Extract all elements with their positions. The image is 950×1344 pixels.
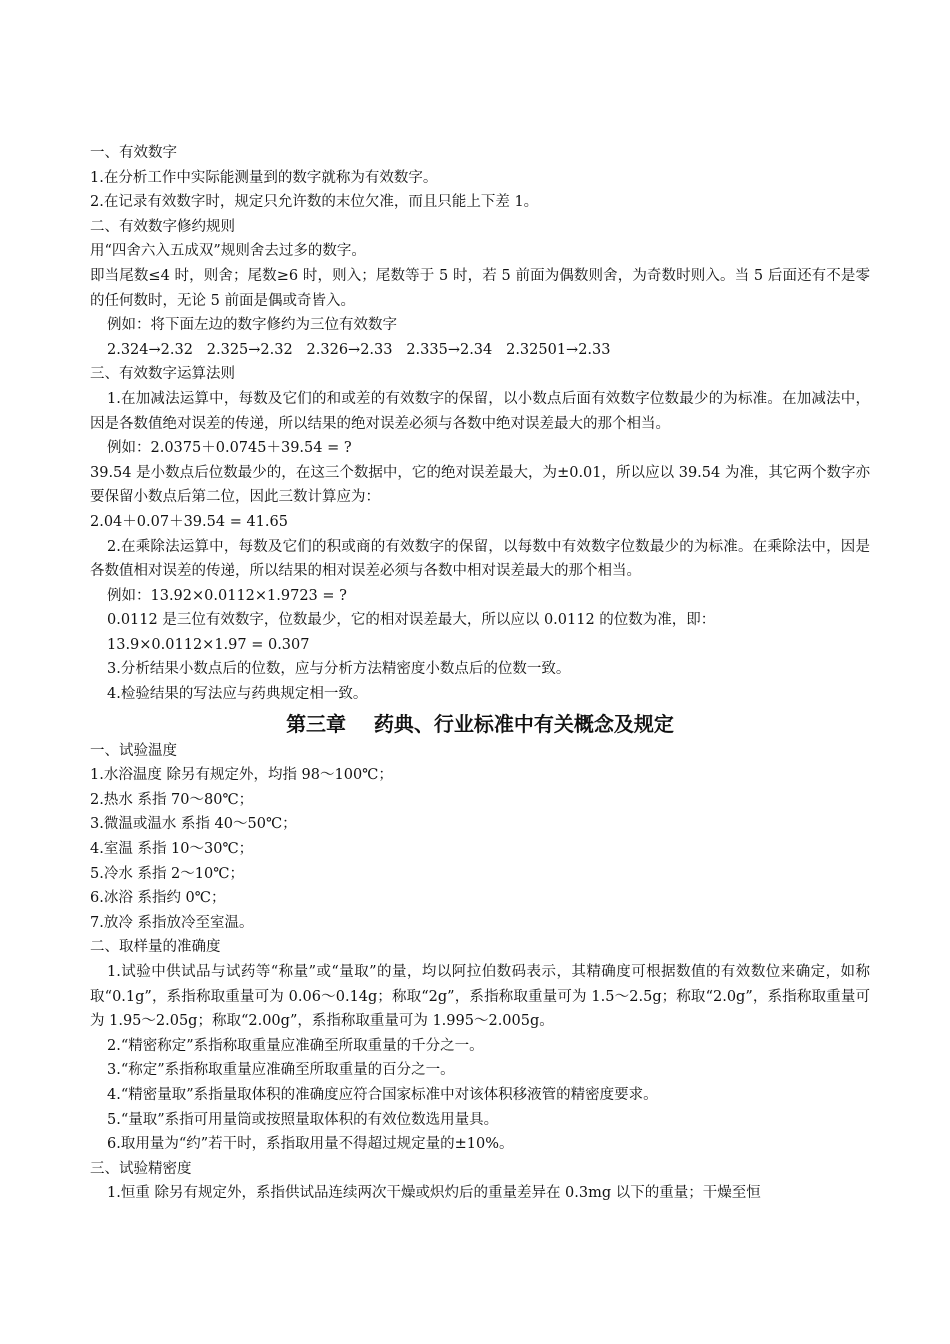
paragraph: 2.在乘除法运算中，每数及它们的积或商的有效数字的保留，以每数中有效数字位数最少的为标准。在乘除法中，因是各数值相对误差的传递，所以结果的相对误差必须与各数中相对误差最大的那个相当。 — [90, 538, 870, 580]
paragraph: 0.0112 是三位有效数字，位数最少，它的相对误差最大，所以应以 0.0112 的位数为准，即： — [107, 612, 716, 629]
section-heading: 三、试验精密度 — [90, 1160, 192, 1177]
paragraph: 3.分析结果小数点后的位数，应与分析方法精密度小数点后的位数一致。 — [107, 661, 571, 678]
example-line: 例如：2.0375＋0.0745＋39.54 = ? — [107, 440, 352, 457]
list-item: 7.放冷 系指放冷至室温。 — [90, 914, 254, 931]
section-heading: 三、有效数字运算法则 — [90, 366, 235, 383]
paragraph: 1.试验中供试品与试药等“称量”或“量取”的量，均以阿拉伯数码表示，其精确度可根据数值的有效数位来确定，如称取“0.1g”，系指称取重量可为 0.06～0.14g；称取“2g”，系指称取重量可为 1.5～2.5g；称取“2.0g”，系指称取重量可为 1.95～2.05g；称取“2.00g”，系指称取重量可为 1.995～2.005g。 — [90, 964, 870, 1030]
example-line: 例如：13.92×0.0112×1.9723 = ? — [107, 587, 347, 604]
list-item: 2.热水 系指 70～80℃； — [90, 791, 254, 808]
document-page — [90, 141, 870, 1206]
example-intro: 例如：将下面左边的数字修约为三位有效数字 — [107, 317, 397, 334]
paragraph: 1.在分析工作中实际能测量到的数字就称为有效数字。 — [90, 169, 438, 186]
paragraph: 6.取用量为“约”若干时，系指取用量不得超过规定量的±10%。 — [107, 1136, 514, 1153]
paragraph: 5.“量取”系指可用量筒或按照量取体积的有效位数选用量具。 — [107, 1111, 499, 1128]
list-item: 1.水浴温度 除另有规定外，均指 98～100℃； — [90, 767, 393, 784]
chapter-title: 第三章 药典、行业标准中有关概念及规定 — [286, 711, 674, 736]
paragraph: 4.检验结果的写法应与药典规定相一致。 — [107, 686, 368, 703]
paragraph: 1.在加减法运算中，每数及它们的和或差的有效数字的保留，以小数点后面有效数字位数最少的为标准。在加减法中，因是各数值绝对误差的传递，所以结果的绝对误差必须与各数中绝对误差最大的那个相当。 — [90, 390, 870, 432]
paragraph: 39.54 是小数点后位数最少的，在这三个数据中，它的绝对误差最大，为±0.01，所以应以 39.54 为准，其它两个数字亦要保留小数点后第二位，因此三数计算应为： — [90, 464, 870, 506]
paragraph: 2.在记录有效数字时，规定只允许数的末位欠准，而且只能上下差 1。 — [90, 194, 539, 211]
section-heading: 一、试验温度 — [90, 742, 177, 759]
section-heading: 二、有效数字修约规则 — [90, 218, 235, 235]
section-heading: 二、取样量的准确度 — [90, 939, 221, 956]
paragraph: 2.“精密称定”系指称取重量应准确至所取重量的千分之一。 — [107, 1037, 484, 1054]
paragraph: 4.“精密量取”系指量取体积的准确度应符合国家标准中对该体积移液管的精密度要求。 — [107, 1086, 658, 1103]
paragraph: 3.“称定”系指称取重量应准确至所取重量的百分之一。 — [107, 1062, 455, 1079]
example-line: 2.324→2.32 2.325→2.32 2.326→2.33 2.335→2.34 2.32501→2.33 — [107, 341, 611, 358]
paragraph: 即当尾数≤4 时，则舍；尾数≥6 时，则入；尾数等于 5 时，若 5 前面为偶数则舍，为奇数时则入。当 5 后面还有不是零的任何数时，无论 5 前面是偶或奇皆入。 — [90, 267, 870, 309]
list-item: 6.冰浴 系指约 0℃； — [90, 890, 226, 907]
list-item: 5.冷水 系指 2～10℃； — [90, 865, 244, 882]
calculation: 13.9×0.0112×1.97 = 0.307 — [107, 636, 310, 653]
calculation: 2.04＋0.07＋39.54 = 41.65 — [90, 513, 288, 530]
list-item: 3.微温或温水 系指 40～50℃； — [90, 816, 297, 833]
paragraph: 1.恒重 除另有规定外，系指供试品连续两次干燥或炽灼后的重量差异在 0.3mg 以下的重量；干燥至恒 — [107, 1185, 761, 1202]
paragraph: 用“四舍六入五成双”规则舍去过多的数字。 — [90, 243, 366, 260]
list-item: 4.室温 系指 10～30℃； — [90, 841, 254, 858]
section-heading: 一、有效数字 — [90, 145, 177, 161]
